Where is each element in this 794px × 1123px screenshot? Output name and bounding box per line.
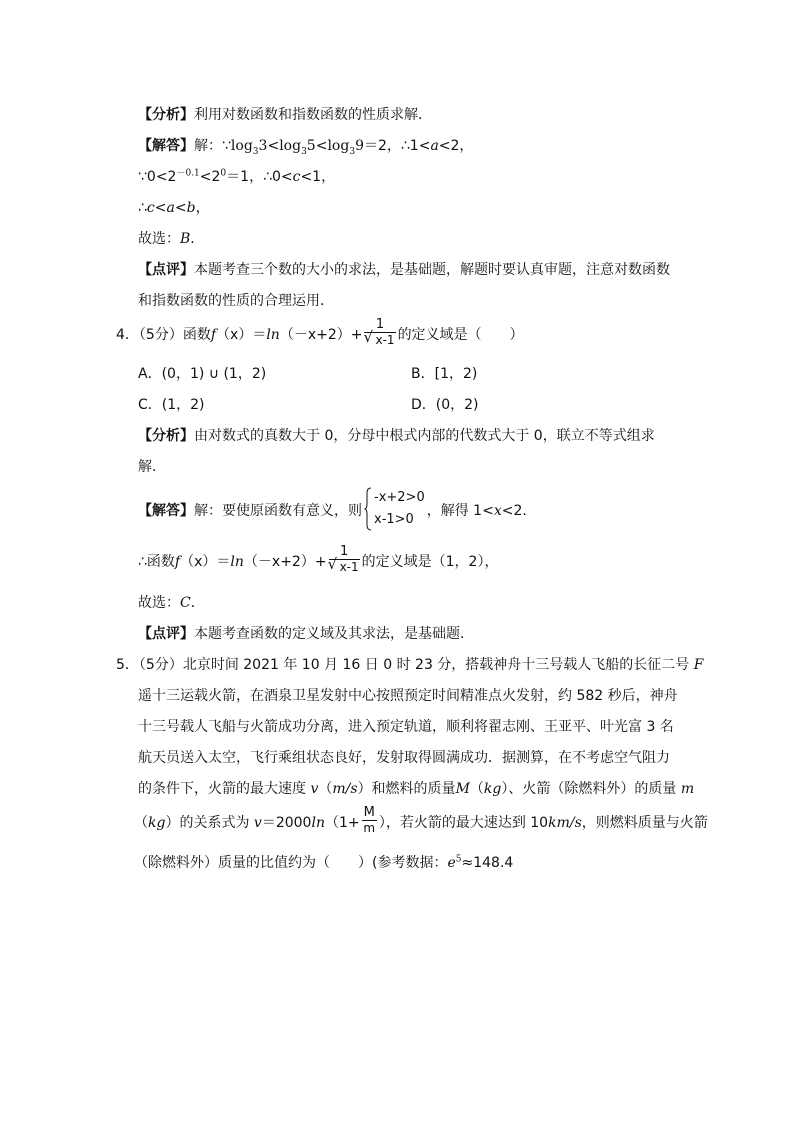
equation-part: ∵0<2 [138,169,177,185]
question-score: （5分）函数 [138,327,211,343]
var-v: v [253,815,262,831]
question-text: 的条件下，火箭的最大速度 [138,781,306,797]
option-label: D． [411,397,436,413]
q3-answer [138,136,473,156]
equation-part: ， [195,200,210,216]
brace-icon [364,487,372,531]
log-term: log [230,138,253,154]
q3-line3 [138,198,210,218]
q3-choice [138,229,204,249]
var-m: m [680,781,695,797]
analysis-tag: 【分析】 [138,428,194,444]
log-base: 3 [301,146,307,157]
q5-line2 [138,686,678,706]
question-text: ≈148.4 [461,855,514,871]
var-e: e [447,855,456,871]
q4-analysis [138,426,655,446]
question-tail: 的定义域是（ ） [397,327,524,343]
q3-comment [138,260,670,280]
system-row: x-1>0 [374,512,414,527]
q4-choice [138,593,205,613]
answer-tag: 【解答】 [138,138,194,154]
choice-value: B [180,231,191,247]
question-text: 十三号载人飞船与火箭成功分离，进入预定轨道，顺利将翟志刚、王亚平、叶光富 3 名 [138,719,674,735]
var-c: c [292,169,301,185]
inequality-system [364,487,425,531]
q4-option-d[interactable] [411,395,479,415]
func-arg: （x）＝ [216,327,267,343]
question-text: ）、火箭（除燃料外）的质量 [501,781,677,797]
exponent: 5 [455,854,462,865]
fraction [364,318,395,348]
option-label: A． [138,366,162,382]
equation-part: <2 [199,169,221,185]
option-label: B． [411,366,435,382]
q4-option-b[interactable] [411,364,477,384]
q3-line2 [138,167,335,187]
option-text: (0，2) [435,397,479,413]
comment-text: 本题考查三个数的大小的求法，是基础题，解题时要认真审题，注意对数函数 [194,262,670,278]
question-text: （1+ [324,815,360,831]
log-arg: 9 [355,138,364,154]
option-text: (1，2) [161,397,205,413]
exponent: －0.1 [176,168,200,179]
q3-analysis [138,105,432,125]
q4-option-c[interactable] [138,395,205,415]
q4-comment [138,624,474,644]
func-f: f [210,327,217,343]
var-v: v [310,781,319,797]
choice-value: C [180,595,191,611]
q4-option-a[interactable] [138,364,266,384]
equation-part: ＝2，∴1< [363,138,431,154]
q5-line7 [134,853,513,873]
q5-line3 [138,717,674,737]
choice-end: ． [190,231,205,247]
question-text: （除燃料外）质量的比值约为（ ）(参考数据： [134,855,448,871]
answer-tail: ，解得 1< [426,503,494,519]
fraction-numerator: 1 [329,545,360,560]
ln-term: ln [311,815,325,831]
exponent: 0 [220,168,227,179]
log-base: 3 [349,146,356,157]
ln-term: ln [266,327,280,343]
q4-conclusion [138,544,499,577]
question-text: 航天员送入太空，飞行乘组状态良好，发射取得圆满成功．据测算，在不考虑空气阻力 [138,750,670,766]
ln-term: ln [230,554,244,570]
fraction-denominator: x-1 [375,333,395,347]
question-number: 4． [116,327,139,343]
answer-end: <2． [501,503,537,519]
answer-tag: 【解答】 [138,503,194,519]
var-F: F [693,657,704,673]
unit: kg [148,815,166,831]
equation-part: <2， [438,138,474,154]
log-arg: 3 [258,138,268,154]
question-text: （5分）北京时间 2021 年 10 月 16 日 0 时 23 分，搭载神舟十三号载人飞船的长征二号 [138,657,690,673]
question-text: ）的关系式为 [165,815,250,831]
fraction [329,545,360,575]
less-than: < [154,200,167,216]
log-term: log [279,138,302,154]
unit: kg [483,781,502,797]
fraction-denominator: m [363,821,376,835]
ln-arg: （－x+2）+ [243,554,327,570]
q5-line1 [116,655,703,675]
analysis-tag: 【分析】 [138,107,194,123]
q4-answer [138,488,536,534]
therefore: ∴函数 [138,554,175,570]
fraction-numerator: M [363,805,375,820]
q3-comment-2 [138,291,334,311]
choice-label: 故选： [138,595,180,611]
equation-part: ＝1，∴0< [226,169,293,185]
log-arg: 5 [306,138,316,154]
fraction [362,806,377,836]
analysis-text: 解． [138,459,166,475]
q5-line6 [134,805,708,838]
question-text: ，则燃料质量与火箭 [581,815,708,831]
q4-stem [116,317,524,350]
question-text: （ [469,781,484,797]
conclusion-tail: 的定义域是（1，2）， [361,554,499,570]
question-text: （ [318,781,333,797]
comment-text: 和指数函数的性质的合理运用． [138,293,334,309]
choice-label: 故选： [138,231,180,247]
var-x: x [493,503,502,519]
q5-line5 [138,779,694,799]
fraction-numerator: 1 [364,318,395,333]
question-text: ）和燃料的质量 [357,781,456,797]
var-M: M [455,781,470,797]
option-text: [1，2) [434,366,478,382]
less-than: < [315,138,328,154]
question-text: ），若火箭的最大速达到 10 [378,815,549,831]
analysis-text: 由对数式的真数大于 0，分母中根式内部的代数式大于 0，联立不等式组求 [194,428,655,444]
unit: km/s [548,815,582,831]
func-arg: （x）＝ [180,554,231,570]
var-a: a [166,200,175,216]
equation-part: <1， [300,169,336,185]
unit: m/s [332,781,358,797]
var-a: a [430,138,439,154]
question-number: 5． [116,657,139,673]
therefore: ∴ [138,200,147,216]
var-c: c [146,200,155,216]
question-text: ＝2000 [261,815,312,831]
log-term: log [327,138,350,154]
analysis-text: 利用对数函数和指数函数的性质求解． [194,107,432,123]
choice-end: ． [190,595,205,611]
option-label: C． [138,397,162,413]
fraction-denominator: x-1 [339,560,359,574]
ln-arg: （－x+2）+ [279,327,363,343]
func-f: f [174,554,181,570]
q5-line4 [138,748,670,768]
comment-tag: 【点评】 [138,626,194,642]
q4-analysis-2 [138,457,166,477]
system-row: -x+2>0 [374,490,425,505]
less-than: < [174,200,187,216]
question-text: 遥十三运载火箭，在酒泉卫星发射中心按照预定时间精准点火发射，约 582 秒后，神舟 [138,688,678,704]
less-than: < [267,138,280,154]
comment-tag: 【点评】 [138,262,194,278]
answer-text: 解：要使原函数有意义，则 [194,503,362,519]
question-text: （ [134,815,148,831]
var-b: b [186,200,196,216]
option-text: (0，1) ∪ (1，2) [161,366,267,382]
log-base: 3 [252,146,259,157]
answer-intro: 解：∵ [194,138,231,154]
comment-text: 本题考查函数的定义域及其求法，是基础题． [194,626,474,642]
